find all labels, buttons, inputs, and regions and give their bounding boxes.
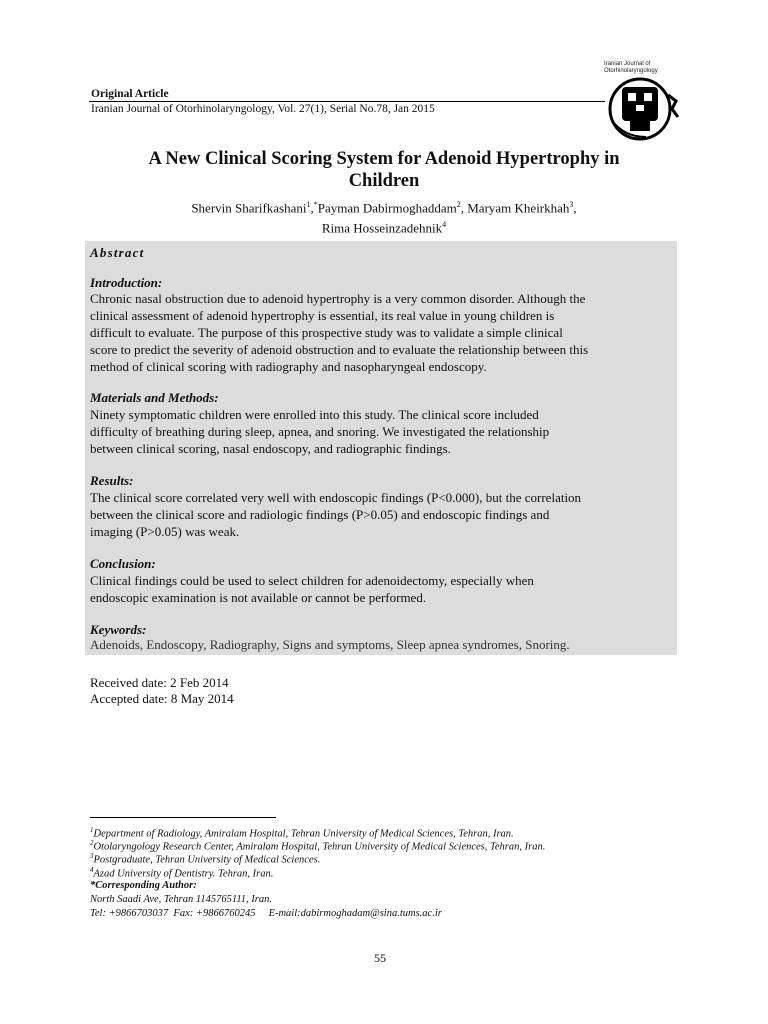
received-date: Received date: 2 Feb 2014: [90, 675, 229, 690]
author-4-affil: 4: [442, 220, 447, 230]
author-3: Maryam Kheirkhah: [467, 200, 570, 216]
author-2: Payman Dabirmoghaddam: [317, 200, 457, 216]
authors-line-1: Shervin Sharifkashani$^1$,*Payman Dabirmoghaddam$^2$, Maryam Kheirkhah$^3$,: [191, 200, 577, 216]
author-list: [90, 196, 678, 237]
corresponding-address: North Saadi Ave, Tehran 1145765111, Iran.: [90, 894, 273, 905]
conclusion-line: Clinical findings could be used to select children for adenoidectomy, especially when: [90, 573, 534, 588]
methods-line: difficulty of breathing during sleep, apnea, and snoring. We investigated the relationship: [90, 424, 550, 439]
footnote-1-text: Department of Radiology, Amiralam Hospital, Tehran University of Medical Sciences, Tehran, Iran.: [93, 828, 514, 840]
page-number: 55: [374, 951, 386, 965]
journal-logo: [606, 75, 690, 143]
corresponding-contact: Tel: +9866703037 Fax: +9866760245 E-mail:dabirmoghadam@sina.tums.ac.ir: [90, 908, 442, 919]
methods-heading: Materials and Methods:: [90, 390, 219, 405]
keywords-heading: Keywords:: [90, 622, 147, 637]
results-heading: Results:: [90, 473, 134, 488]
paper-title: [90, 148, 678, 192]
footnote-rule: [90, 817, 276, 818]
results-line: imaging (P>0.05) was weak.: [90, 524, 240, 539]
footnote-4-text: Azad University of Dentistry. Tehran, Iran.: [93, 868, 274, 880]
intro-line: method of clinical scoring with radiography and nasopharyngeal endoscopy.: [90, 359, 487, 374]
author-1-affil: 1: [306, 200, 311, 209]
results-text: [90, 489, 673, 540]
conclusion-text: [90, 572, 673, 606]
intro-line: difficult to evaluate. The purpose of this prospective study was to validate a simple clinical: [90, 325, 563, 340]
footnote-3-mark: 3: [90, 852, 94, 860]
accepted-date: Accepted date: 8 May 2014: [90, 691, 234, 706]
intro-line: score to predict the severity of adenoid obstruction and to evaluate the relationship between this: [90, 342, 589, 357]
author-1: Shervin Sharifkashani: [191, 200, 307, 216]
authors-line-2: [90, 216, 678, 236]
title-line-2: Children: [348, 171, 420, 191]
author-3-affil: 3: [569, 200, 574, 209]
results-line: between the clinical score and radiologic findings (P>0.05) and endoscopic findings and: [90, 507, 550, 522]
footnote-2-text: Otolaryngology Research Center, Amiralam Hospital, Tehran University of Medical Sciences, Tehran, Iran.: [93, 841, 546, 853]
methods-line: Ninety symptomatic children were enrolled into this study. The clinical score included: [90, 407, 539, 422]
conclusion-line: endoscopic examination is not available or cannot be performed.: [90, 590, 427, 605]
footnote-3-text: Postgraduate, Tehran University of Medical Sciences.: [93, 854, 321, 866]
footnote-4-mark: 4: [90, 866, 94, 874]
methods-line: between clinical scoring, nasal endoscopy, and radiographic findings.: [90, 441, 451, 456]
journal-citation: Iranian Journal of Otorhinolaryngology, Vol. 27(1), Serial No.78, Jan 2015: [91, 103, 435, 115]
intro-line: Chronic nasal obstruction due to adenoid hypertrophy is a very common disorder. Although the: [90, 291, 586, 306]
abstract-heading: Abstract: [90, 245, 145, 260]
corresponding-mark: *: [313, 200, 318, 209]
results-line: The clinical score correlated very well with endoscopic findings (P<0.000), but the correlation: [90, 490, 582, 505]
keywords-text: Adenoids, Endoscopy, Radiography, Signs and symptoms, Sleep apnea syndromes, Snoring.: [90, 637, 570, 652]
introduction-text: [90, 290, 673, 375]
title-line-1: A New Clinical Scoring System for Adenoid Hypertrophy in: [148, 149, 620, 169]
footnote-2-mark: 2: [90, 839, 94, 847]
intro-line: clinical assessment of adenoid hypertrophy is essential, its real value in young children is: [90, 308, 555, 323]
corresponding-author-label: *Corresponding Author:: [90, 880, 197, 891]
header-rule: [89, 101, 605, 102]
introduction-heading: Introduction:: [90, 275, 163, 290]
author-4: Rima Hosseinzadehnik: [321, 220, 443, 236]
article-type: Original Article: [91, 88, 169, 100]
author-2-affil: 2: [456, 200, 461, 209]
conclusion-heading: Conclusion:: [90, 556, 156, 571]
methods-text: [90, 406, 673, 457]
footnote-1-mark: 1: [90, 826, 94, 834]
journal-logo-caption: Iranian Journal of Otorhinolaryngology: [604, 61, 658, 74]
